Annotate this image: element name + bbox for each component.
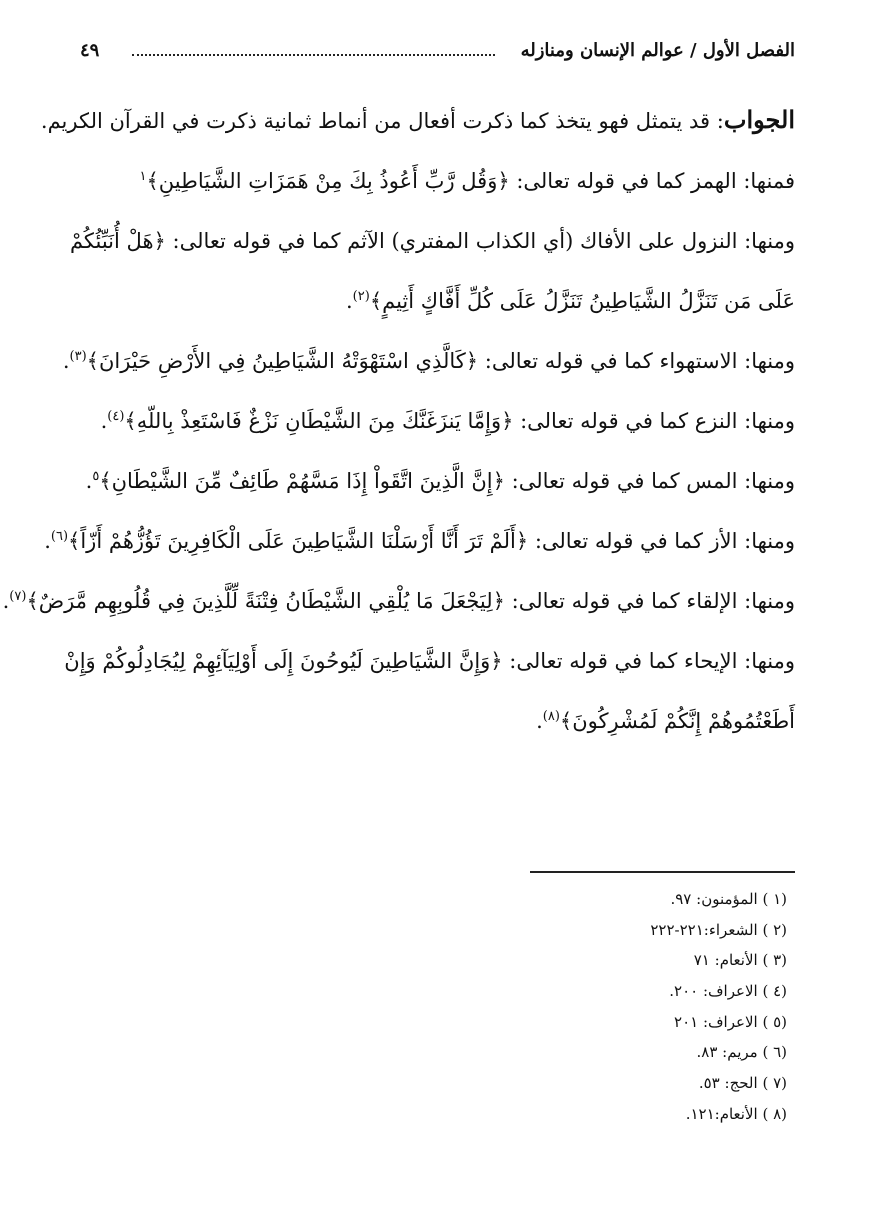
line-end: . xyxy=(536,709,543,733)
quran-verse: ﴿وَقُل رَّبِّ أَعُوذُ بِكَ مِنْ هَمَزَاتِ الشَّيَاطِينِ﴾ xyxy=(146,169,510,193)
footnote-item: (١ ) المؤمنون: ٩٧. xyxy=(670,890,787,908)
line-end: . xyxy=(62,349,70,373)
main-text xyxy=(2,92,795,749)
text-line xyxy=(62,329,795,389)
line-intro: ومنها: النزول على الأفاك (أي الكذاب المفتري) الآثم كما في قوله تعالى: xyxy=(165,229,795,253)
line-intro: ومنها: الأز كما في قوله تعالى: xyxy=(528,529,795,553)
text-line xyxy=(80,689,795,749)
quran-verse: ﴿هَلْ أُنَبِّئُكُمْ xyxy=(69,229,166,253)
line-end: . xyxy=(85,469,93,493)
text-line xyxy=(69,209,795,269)
line-intro: ومنها: الاستهواء كما في قوله تعالى: xyxy=(478,349,795,373)
line-intro: ومنها: الإلقاء كما في قوله تعالى: xyxy=(504,589,795,613)
line-intro: فمنها: الهمز كما في قوله تعالى: xyxy=(509,169,795,193)
running-header xyxy=(80,40,795,70)
page-number: ٤٩ xyxy=(80,40,100,61)
footnote-ref: (٣) xyxy=(69,349,87,364)
answer-line xyxy=(40,92,795,149)
footnote-ref: (٦) xyxy=(50,529,69,544)
line-end: . xyxy=(345,289,353,313)
text-line xyxy=(64,629,795,689)
answer-label: الجواب xyxy=(723,105,795,134)
footnote-item: (٤ ) الاعراف: ٢٠٠. xyxy=(669,982,787,1001)
quran-verse: ﴿كَالَّذِي اسْتَهْوَتْهُ الشَّيَاطِينُ فِي الأَرْضِ حَيْرَانَ﴾ xyxy=(86,349,479,373)
line-end: . xyxy=(100,409,108,433)
text-line xyxy=(80,389,795,449)
quran-verse: ﴿أَلَمْ تَرَ أَنَّا أَرْسَلْنَا الشَّيَاطِينَ عَلَى الْكَافِرِينَ تَؤُزُّهُمْ أَزّاً﴾ xyxy=(68,529,529,553)
footnote-ref: (٤) xyxy=(107,409,125,424)
quran-verse: ﴿وَإِمَّا يَنزَغَنَّكَ مِنَ الشَّيْطَانِ نَزْغٌ فَاسْتَعِذْ بِاللّهِ﴾ xyxy=(124,409,514,433)
quran-verse: ﴿لِيَجْعَلَ مَا يُلْقِي الشَّيْطَانُ فِتْنَةً لِّلَّذِينَ فِي قُلُوبِهِم مَّرَضٌ﴾ xyxy=(26,589,505,613)
chapter-title: الفصل الأول / عوالم الإنسان ومنازله xyxy=(520,40,795,61)
text-line xyxy=(80,449,795,509)
footnote-item: (٥ ) الاعراف: ٢٠١ xyxy=(674,1012,787,1031)
footnote-item: (٨ ) الأنعام:١٢١. xyxy=(685,1104,787,1123)
dotted-leader xyxy=(132,54,495,56)
footnote-ref: ١ xyxy=(139,169,147,184)
footnote-separator xyxy=(530,871,795,873)
footnotes xyxy=(487,884,787,1130)
footnote-ref: (٢) xyxy=(352,289,370,304)
footnote-ref: (٧) xyxy=(9,589,27,604)
line-end: . xyxy=(44,529,51,553)
quran-verse: ﴿إِنَّ الَّذِينَ اتَّقَواْ إِذَا مَسَّهُمْ طَائِفٌ مِّنَ الشَّيْطَانِ﴾ xyxy=(99,469,505,493)
quran-verse: ﴿وَإِنَّ الشَّيَاطِينَ لَيُوحُونَ إِلَى أَوْلِيَآئِهِمْ لِيُجَادِلُوكُمْ وَإِنْ xyxy=(64,649,503,673)
line-intro: ومنها: المس كما في قوله تعالى: xyxy=(504,469,795,493)
text-line xyxy=(44,509,795,569)
answer-text: : قد يتمثل فهو يتخذ كما ذكرت أفعال من أنماط ثمانية ذكرت في القرآن الكريم. xyxy=(40,109,724,133)
footnote-ref: (٨) xyxy=(542,709,560,724)
footnote-item: (٣ ) الأنعام: ٧١ xyxy=(693,951,787,970)
quran-verse: أَطَعْتُمُوهُمْ إِنَّكُمْ لَمُشْرِكُونَ﴾ xyxy=(559,709,795,733)
text-line xyxy=(80,269,795,329)
text-line xyxy=(80,149,795,209)
line-intro: ومنها: النزع كما في قوله تعالى: xyxy=(513,409,795,433)
footnote-item: (٧ ) الحج: ٥٣. xyxy=(698,1074,787,1093)
footnote-item: (٦ ) مريم: ٨٣. xyxy=(696,1043,787,1062)
quran-verse: عَلَى مَن تَنَزَّلُ الشَّيَاطِينُ تَنَزَّلُ عَلَى كُلِّ أَفَّاكٍ أَثِيمٍ﴾ xyxy=(369,289,795,313)
footnote-ref: ٥ xyxy=(92,469,100,484)
footnote-item: (٢ ) الشعراء:٢٢١-٢٢٢ xyxy=(650,920,787,939)
text-line xyxy=(2,569,795,629)
line-intro: ومنها: الإيحاء كما في قوله تعالى: xyxy=(502,649,795,673)
line-end: . xyxy=(2,589,10,613)
